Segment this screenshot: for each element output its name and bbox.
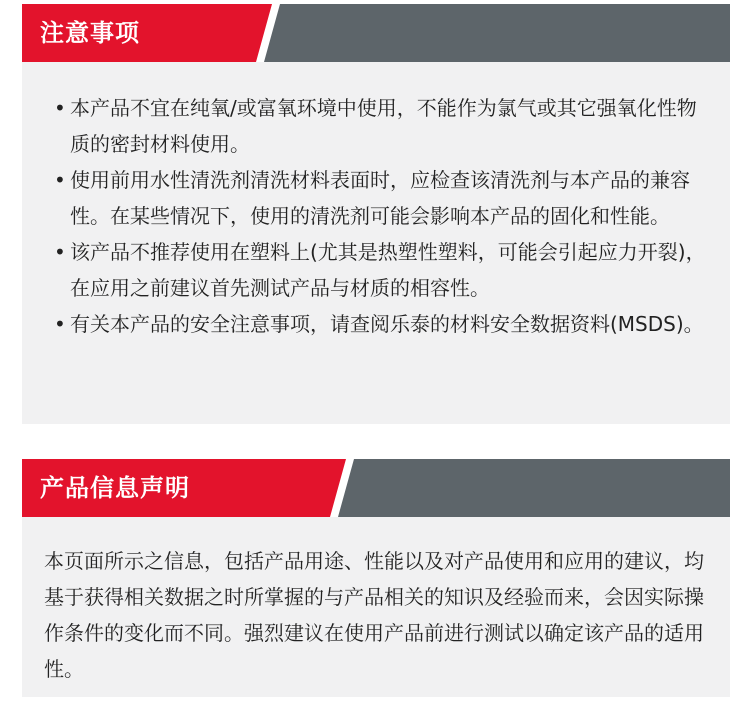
precautions-header [22,4,730,62]
precaution-item [52,90,712,162]
precaution-item [52,162,712,234]
bullet-marker: • [54,312,66,336]
precaution-text: 本产品不宜在纯氧/或富氧环境中使用，不能作为氯气或其它强氧化性物质的密封材料使用。 [70,96,697,156]
precautions-list [52,90,712,342]
precaution-text: 该产品不推荐使用在塑料上(尤其是热塑性塑料，可能会引起应力开裂)，在应用之前建议首先测试产品与材质的相容性。 [70,240,706,300]
disclaimer-title: 产品信息声明 [40,474,190,502]
bullet-marker: • [54,168,66,192]
precautions-title: 注意事项 [40,19,140,47]
disclaimer-paragraph: 本页面所示之信息，包括产品用途、性能以及对产品使用和应用的建议，均基于获得相关数据之时所掌握的与产品相关的知识及经验而来，会因实际操作条件的变化而不同。强烈建议在使用产品前进行测试以确定该产品的适用性。 [44,549,704,681]
precaution-text: 使用前用水性清洗剂清洗材料表面时，应检查该清洗剂与本产品的兼容性。在某些情况下，使用的清洗剂可能会影响本产品的固化和性能。 [70,168,690,228]
precaution-item [52,306,712,342]
bullet-marker: • [54,96,66,120]
bullet-marker: • [54,240,66,264]
precaution-item [52,234,712,306]
precautions-section [22,4,730,424]
disclaimer-header [22,459,730,517]
precaution-text: 有关本产品的安全注意事项，请查阅乐泰的材料安全数据资料(MSDS)。 [70,312,704,336]
disclaimer-section [22,459,730,697]
